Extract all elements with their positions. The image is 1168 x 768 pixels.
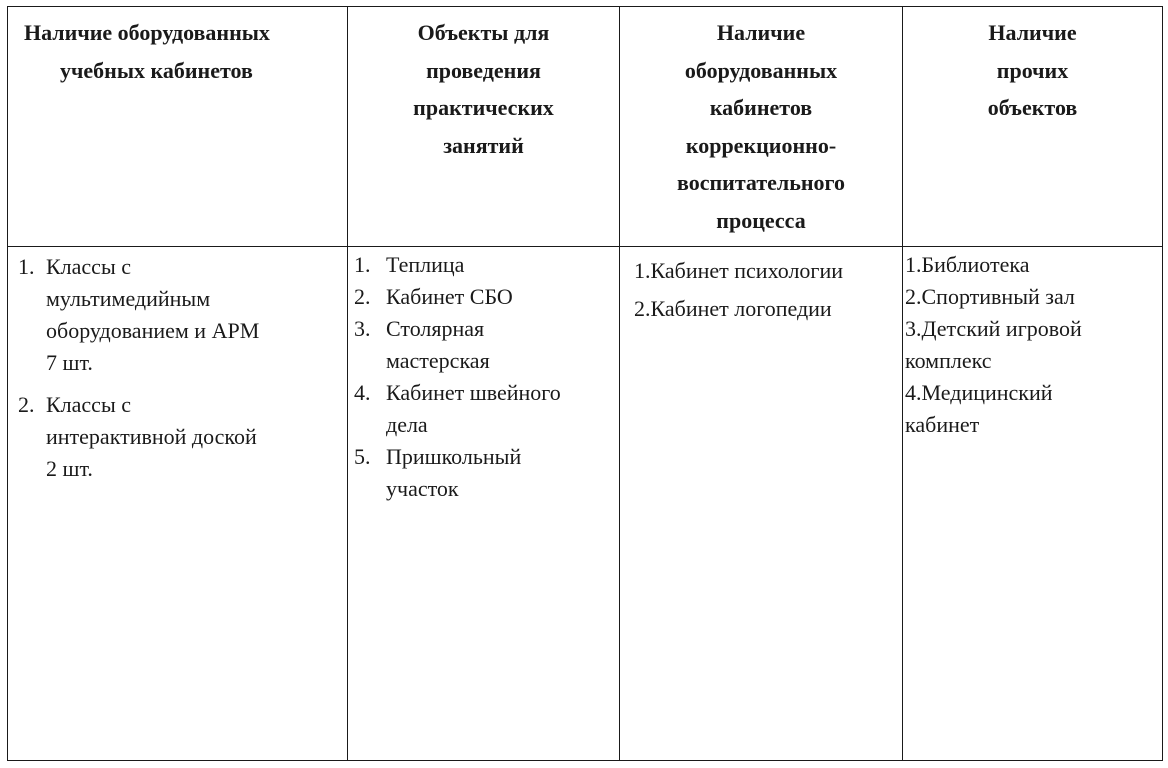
list-item: 3.Детский игровой комплекс bbox=[905, 316, 1082, 373]
classrooms-list bbox=[8, 251, 347, 485]
list-item: 1.Библиотека bbox=[905, 252, 1030, 277]
header-practical-objects: Объекты для проведения практических занятий bbox=[348, 7, 620, 247]
header-other-objects: Наличие прочих объектов bbox=[903, 7, 1163, 247]
header-equipped-classrooms: Наличие оборудованных учебных кабинетов bbox=[8, 7, 348, 247]
list-item: 2. Классы с интерактивной доской 2 шт. bbox=[18, 392, 257, 481]
table-header-row bbox=[8, 7, 1163, 247]
other-objects-list bbox=[903, 249, 1162, 441]
list-item: 4. Кабинет швейного дела bbox=[354, 380, 561, 437]
header-correctional-rooms: Наличие оборудованных кабинетов коррекционно- воспитательного процесса bbox=[620, 7, 903, 247]
list-item: 2.Спортивный зал bbox=[905, 284, 1075, 309]
table-body-row bbox=[8, 247, 1163, 761]
facilities-table bbox=[7, 6, 1163, 761]
list-item: 2. Кабинет СБО bbox=[354, 284, 513, 309]
cell-practical-objects bbox=[348, 247, 620, 761]
list-item: 1.Кабинет психологии bbox=[634, 258, 843, 283]
list-item: 2.Кабинет логопедии bbox=[634, 296, 832, 321]
list-item: 4.Медицинский кабинет bbox=[905, 380, 1053, 437]
list-item: 3. Столярная мастерская bbox=[354, 316, 490, 373]
practical-objects-list bbox=[348, 249, 619, 505]
cell-other-objects bbox=[903, 247, 1163, 761]
cell-equipped-classrooms bbox=[8, 247, 348, 761]
list-item: 5. Пришкольный участок bbox=[354, 444, 522, 501]
list-item: 1. Теплица bbox=[354, 252, 465, 277]
correctional-rooms-list bbox=[620, 251, 902, 325]
list-item: 1. Классы с мультимедийным оборудованием и АРМ 7 шт. bbox=[18, 254, 260, 375]
cell-correctional-rooms bbox=[620, 247, 903, 761]
